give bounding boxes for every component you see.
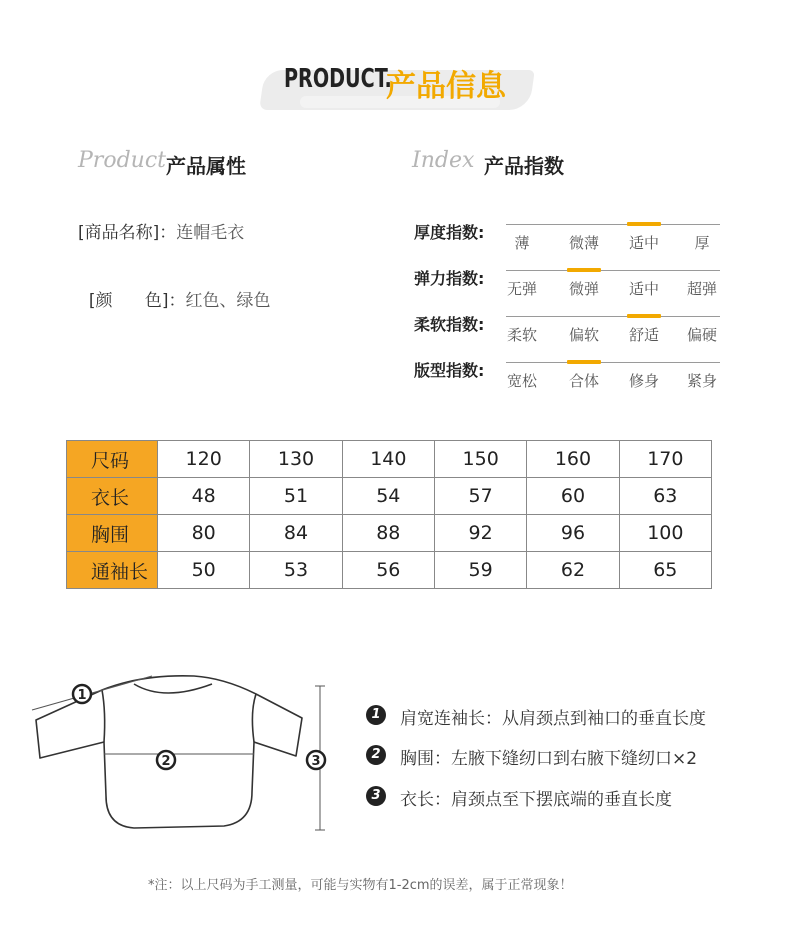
svg-text:3: 3 — [311, 754, 321, 769]
table-cell: 96 — [527, 515, 619, 552]
title-english: PRODUCT. — [284, 64, 392, 94]
size-table — [66, 440, 712, 589]
index-option: 合体 — [568, 372, 599, 390]
index-option: 薄 — [514, 234, 530, 252]
attr-row-name — [78, 218, 244, 243]
attr-value: 红色、绿色 — [185, 291, 271, 311]
table-cell: 50 — [158, 552, 250, 589]
index-selected-marker — [567, 268, 601, 272]
table-cell: 92 — [434, 515, 526, 552]
table-row — [67, 441, 712, 478]
table-cell: 120 — [158, 441, 250, 478]
index-option: 舒适 — [628, 326, 659, 344]
measurement-note: *注：以上尺码为手工测量，可能与实物有1-2cm的误差，属于正常现象！ — [148, 878, 573, 893]
table-row-header: 尺码 — [67, 441, 158, 478]
table-cell: 53 — [250, 552, 342, 589]
legend-number-2: 2 — [366, 745, 386, 765]
table-cell: 100 — [619, 515, 711, 552]
attr-label: [商品名称]： — [78, 223, 177, 243]
table-row-header: 衣长 — [67, 478, 158, 515]
attr-label: [颜 色]： — [88, 291, 186, 311]
index-selected-marker — [627, 222, 661, 226]
legend-text-2: 胸围：左腋下缝纫口到右腋下缝纫口×2 — [400, 749, 698, 769]
svg-text:2: 2 — [161, 754, 171, 769]
index-label: 厚度指数: — [414, 223, 485, 242]
index-option: 偏硬 — [686, 326, 717, 344]
index-option: 偏软 — [568, 326, 599, 344]
index-option: 微薄 — [568, 234, 599, 252]
legend-text-3: 衣长：肩颈点至下摆底端的垂直长度 — [400, 790, 672, 810]
table-cell: 60 — [527, 478, 619, 515]
index-option: 修身 — [628, 372, 659, 390]
table-cell: 62 — [527, 552, 619, 589]
product-script-heading: Product — [78, 148, 166, 173]
index-option: 微弹 — [568, 280, 599, 298]
product-index-title: 产品指数 — [484, 154, 564, 178]
index-option: 宽松 — [506, 372, 537, 390]
table-cell: 54 — [342, 478, 434, 515]
index-option: 紧身 — [686, 372, 717, 390]
svg-text:1: 1 — [77, 688, 87, 703]
table-cell: 160 — [527, 441, 619, 478]
index-option: 超弹 — [686, 280, 717, 298]
table-row — [67, 478, 712, 515]
legend-number-1: 1 — [366, 705, 386, 725]
index-option: 柔软 — [506, 326, 537, 344]
legend-text-1: 肩宽连袖长：从肩颈点到袖口的垂直长度 — [400, 709, 706, 729]
index-label: 弹力指数: — [414, 269, 485, 288]
product-attributes-title: 产品属性 — [166, 154, 246, 178]
index-option: 厚 — [694, 234, 710, 252]
table-row-header: 胸围 — [67, 515, 158, 552]
index-option: 无弹 — [506, 280, 537, 298]
table-cell: 56 — [342, 552, 434, 589]
table-cell: 65 — [619, 552, 711, 589]
table-cell: 48 — [158, 478, 250, 515]
index-scale-line — [506, 316, 720, 317]
title-chinese: 产品信息 — [386, 69, 506, 104]
table-cell: 84 — [250, 515, 342, 552]
index-selected-marker — [567, 360, 601, 364]
attr-row-color — [78, 266, 271, 311]
index-label: 柔软指数: — [414, 315, 485, 334]
marker-3 — [307, 751, 325, 769]
attr-value: 连帽毛衣 — [176, 223, 245, 243]
table-cell: 63 — [619, 478, 711, 515]
index-option: 适中 — [628, 234, 659, 252]
table-cell: 130 — [250, 441, 342, 478]
index-selected-marker — [627, 314, 661, 318]
marker-1 — [73, 685, 91, 703]
marker-2 — [157, 751, 175, 769]
table-cell: 88 — [342, 515, 434, 552]
table-row — [67, 552, 712, 589]
index-option: 适中 — [628, 280, 659, 298]
table-cell: 80 — [158, 515, 250, 552]
table-cell: 51 — [250, 478, 342, 515]
index-scale-line — [506, 224, 720, 225]
table-cell: 170 — [619, 441, 711, 478]
index-script-heading: Index — [412, 148, 475, 173]
table-row-header: 通袖长 — [67, 552, 158, 589]
legend-number-3: 3 — [366, 786, 386, 806]
index-scale-line — [506, 270, 720, 271]
garment-diagram — [24, 672, 344, 842]
table-cell: 59 — [434, 552, 526, 589]
table-cell: 140 — [342, 441, 434, 478]
index-label: 版型指数: — [414, 361, 485, 380]
index-scale-line — [506, 362, 720, 363]
table-cell: 57 — [434, 478, 526, 515]
table-cell: 150 — [434, 441, 526, 478]
table-row — [67, 515, 712, 552]
